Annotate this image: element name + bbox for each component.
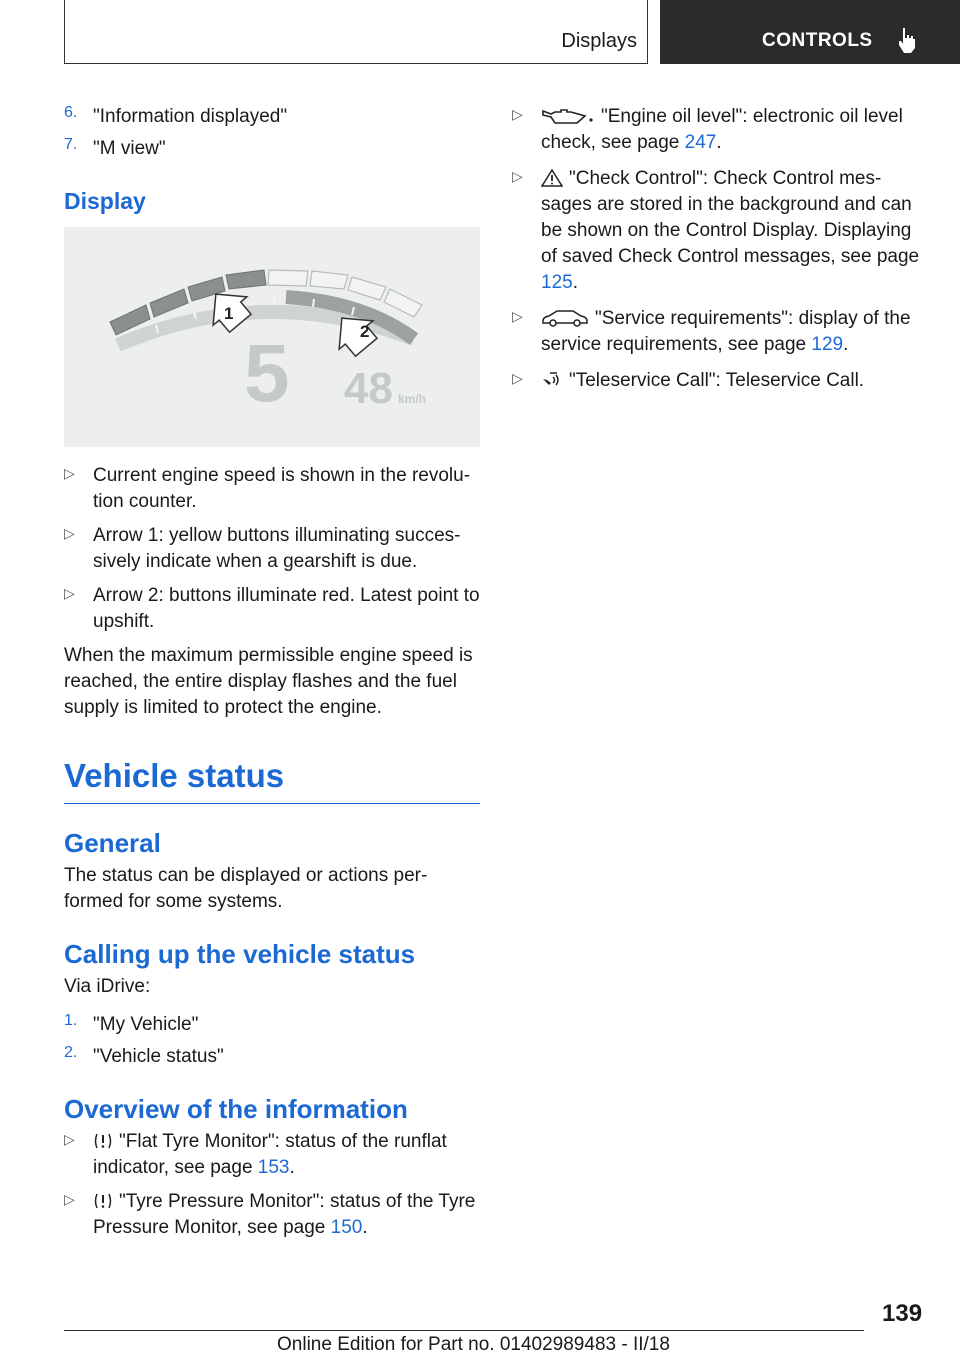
teleservice-icon (541, 371, 563, 389)
bullet-triangle-icon: ▷ (64, 1131, 75, 1147)
speed-unit: km/h (398, 392, 427, 406)
list-item (64, 104, 480, 130)
list-number: 2. (64, 1044, 78, 1061)
page-link[interactable]: 247 (684, 132, 717, 153)
list-number: 6. (64, 104, 78, 121)
item-text: "Engine oil level": electronic oil level check, see page (541, 106, 903, 153)
list-text: "Information displayed" (93, 106, 288, 127)
item-text: "Service requirements": display of the service requirements, see page (541, 308, 911, 355)
header-tab (660, 0, 960, 64)
pointing-hand-icon (896, 26, 920, 54)
list-item (64, 1012, 480, 1038)
list-text: "Vehicle status" (93, 1046, 224, 1067)
car-service-icon (541, 309, 589, 327)
calling-heading: Calling up the vehicle status (64, 939, 416, 969)
rev-counter-illustration (64, 227, 480, 447)
display-heading: Display (64, 188, 146, 214)
overview-heading: Overview of the information (64, 1094, 408, 1124)
bullet-text: Arrow 2: buttons illuminate red. Latest point to upshift. (93, 585, 480, 632)
left-column (64, 104, 480, 1249)
bullet-text: Arrow 1: yellow buttons illuminating succes-sively indicate when a gearshift is due. (93, 525, 461, 572)
arrow-2-label: 2 (360, 322, 370, 341)
list-item: ▷ "Tyre Pressure Monitor": status of the Tyre Pressure Monitor, see page 150. (64, 1189, 480, 1241)
list-text: "M view" (93, 138, 166, 159)
page-link[interactable]: 129 (811, 334, 844, 355)
tyre-warning-icon (93, 1132, 113, 1150)
footer-edition: Online Edition for Part no. 01402989483 - II/18 (277, 1334, 670, 1355)
header-tab-label: CONTROLS (762, 30, 873, 51)
list-text: "My Vehicle" (93, 1014, 199, 1035)
header-box (64, 0, 648, 64)
bullet-triangle-icon: ▷ (64, 465, 75, 481)
calling-text: Via iDrive: (64, 976, 151, 997)
right-column (512, 104, 922, 402)
item-text: "Teleservice Call": Teleservice Call. (569, 370, 865, 391)
warning-triangle-icon (541, 169, 563, 187)
footer-divider (64, 1330, 864, 1331)
list-item (512, 368, 922, 394)
bullet-triangle-icon: ▷ (512, 106, 523, 122)
gear-indicator: 5 (244, 328, 290, 419)
overview-text: "Flat Tyre Monitor": status of the runflat indicator, see page (93, 1131, 447, 1178)
general-text: The status can be displayed or actions per-formed for some systems. (64, 865, 428, 912)
list-number: 1. (64, 1012, 78, 1029)
display-note: When the maximum permissible engine speed is reached, the entire display flashes and the fuel supply is limited to protect the engine. (64, 645, 473, 718)
bullet-triangle-icon: ▷ (512, 308, 523, 324)
item-text: "Check Control": Check Control mes-sages are stored in the background and can be shown on the Control Display. Displaying of saved Check Control messages, see page (541, 168, 920, 267)
bullet-text: Current engine speed is shown in the revolu-tion counter. (93, 465, 471, 512)
shift-lights-figure (64, 227, 480, 447)
overview-text: "Tyre Pressure Monitor": status of the Tyre Pressure Monitor, see page (93, 1191, 476, 1238)
list-item: ▷ "Service requirements": display of the service requirements, see page 129. (512, 306, 922, 358)
page-link[interactable]: 153 (257, 1157, 290, 1178)
header-section-title: Displays (561, 30, 637, 52)
list-item: ▷ "Engine oil level": electronic oil level check, see page 247. (512, 104, 922, 156)
arrow-1-label: 1 (224, 304, 234, 323)
page-link[interactable]: 125 (541, 272, 573, 293)
general-heading: General (64, 828, 161, 858)
list-item (64, 463, 480, 515)
bullet-triangle-icon: ▷ (64, 525, 75, 541)
vehicle-status-heading: Vehicle status (64, 757, 480, 804)
list-item (64, 136, 480, 162)
page-link[interactable]: 150 (330, 1217, 363, 1238)
speed-readout: 48 (344, 364, 393, 413)
page-number: 139 (882, 1300, 923, 1327)
bullet-triangle-icon: ▷ (512, 370, 523, 386)
bullet-triangle-icon: ▷ (64, 1191, 75, 1207)
list-number: 7. (64, 136, 78, 153)
list-item (64, 1044, 480, 1070)
list-item: ▷ "Check Control": Check Control mes-sages are stored in the background and can be shown on the Control Display. Displaying of saved Check Control messages, see page 125. (512, 166, 922, 296)
tyre-warning-icon (93, 1192, 113, 1210)
bullet-triangle-icon: ▷ (512, 168, 523, 184)
list-item: ▷ "Flat Tyre Monitor": status of the runflat indicator, see page 153. (64, 1129, 480, 1181)
oil-can-icon (541, 107, 595, 125)
list-item (64, 523, 480, 575)
bullet-triangle-icon: ▷ (64, 585, 75, 601)
list-item (64, 583, 480, 635)
